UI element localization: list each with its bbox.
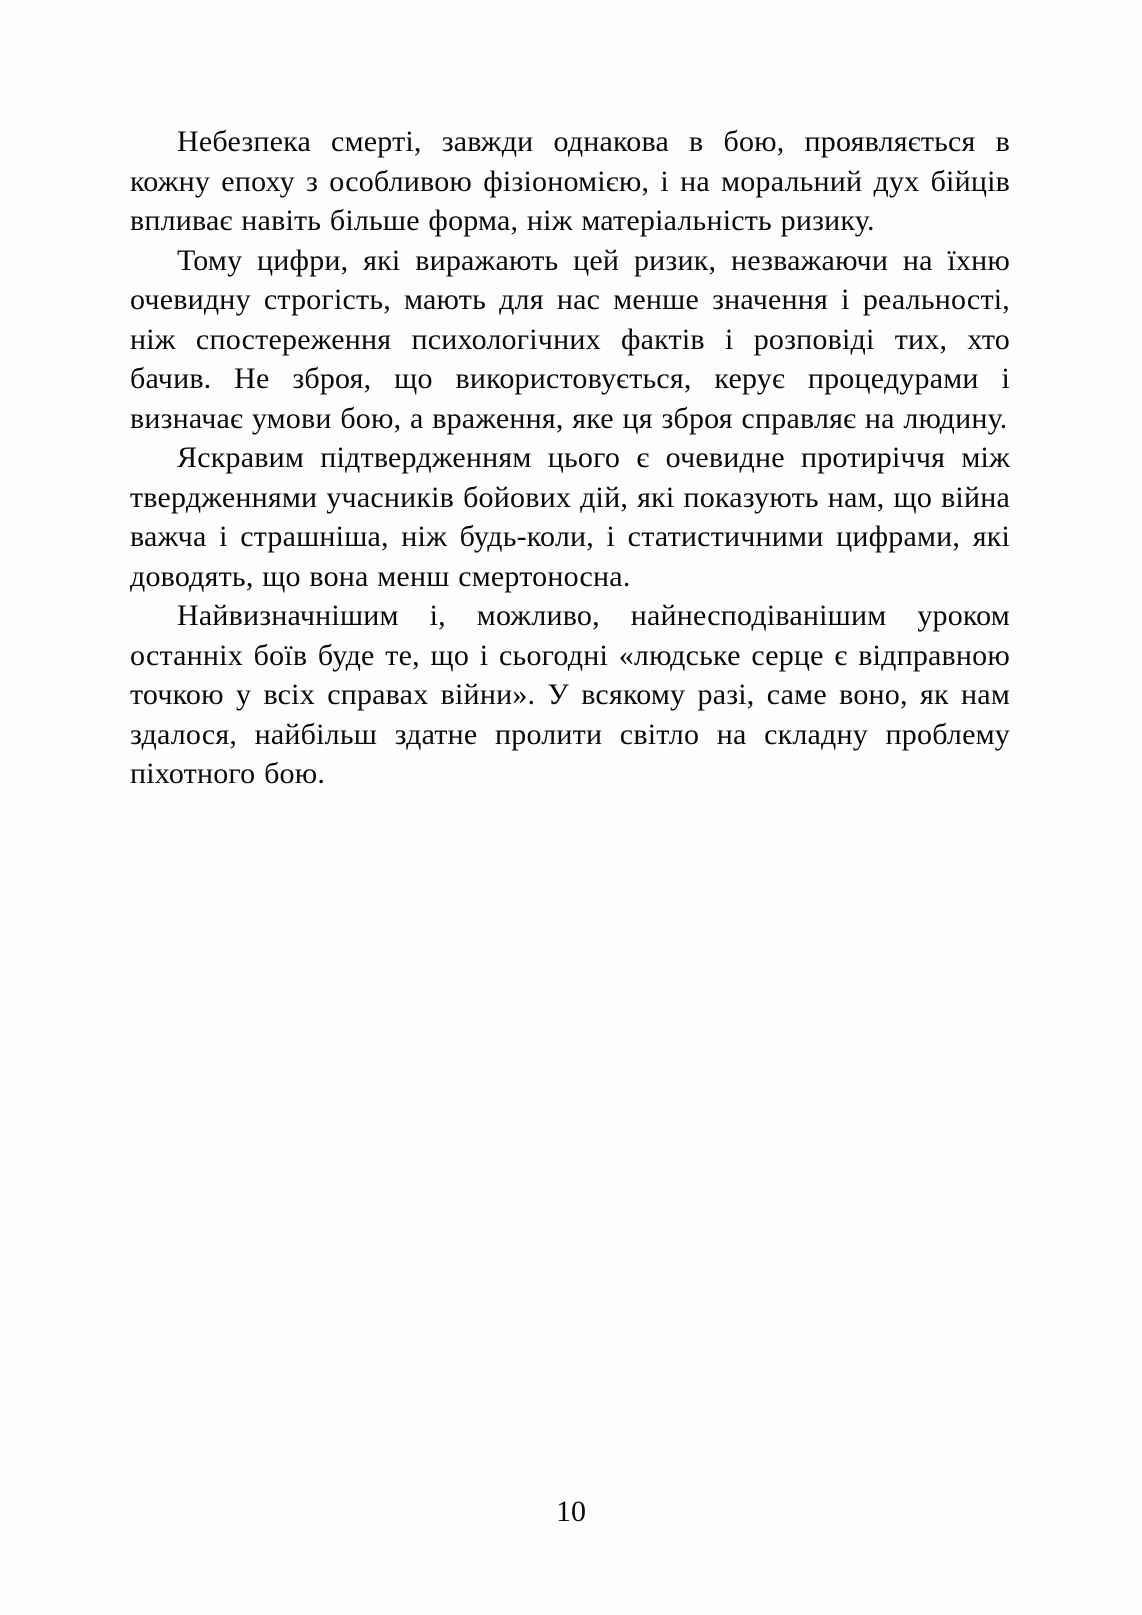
- paragraph-4: Найвизначнішим і, можливо, найнесподіванішим уроком останніх боїв буде те, що і сьогодні «людське серце є відправною точкою у всіх справах війни». У всякому разі, саме воно, як нам здалося, найбільш здатне пролити світло на складну проблему піхотного бою.: [130, 599, 1010, 790]
- paragraph-1: Небезпека смерті, завжди однакова в бою, проявляється в кожну епоху з особливою фізіономією, і на моральний дух бійців впливає навіть більше форма, ніж матеріальність ризику.: [130, 125, 1010, 237]
- body-text: [130, 122, 1010, 794]
- paragraph-3: Яскравим підтвердженням цього є очевидне протиріччя між твердженнями учасників бойових дій, які показують нам, що війна важча і страшніша, ніж будь-коли, і статистичними цифрами, які доводять, що вона менш смертоносна.: [130, 441, 1010, 593]
- page-number: 10: [556, 1495, 586, 1528]
- paragraph-2: Тому цифри, які виражають цей ризик, незважаючи на їхню очевидну строгість, мають для нас менше значення і реальності, ніж спостереження психологічних фактів і розповіді тих, хто бачив. Не зброя, що використовується, керує процедурами і визначає умови бою, а враження, яке ця зброя справляє на людину.: [130, 243, 1010, 435]
